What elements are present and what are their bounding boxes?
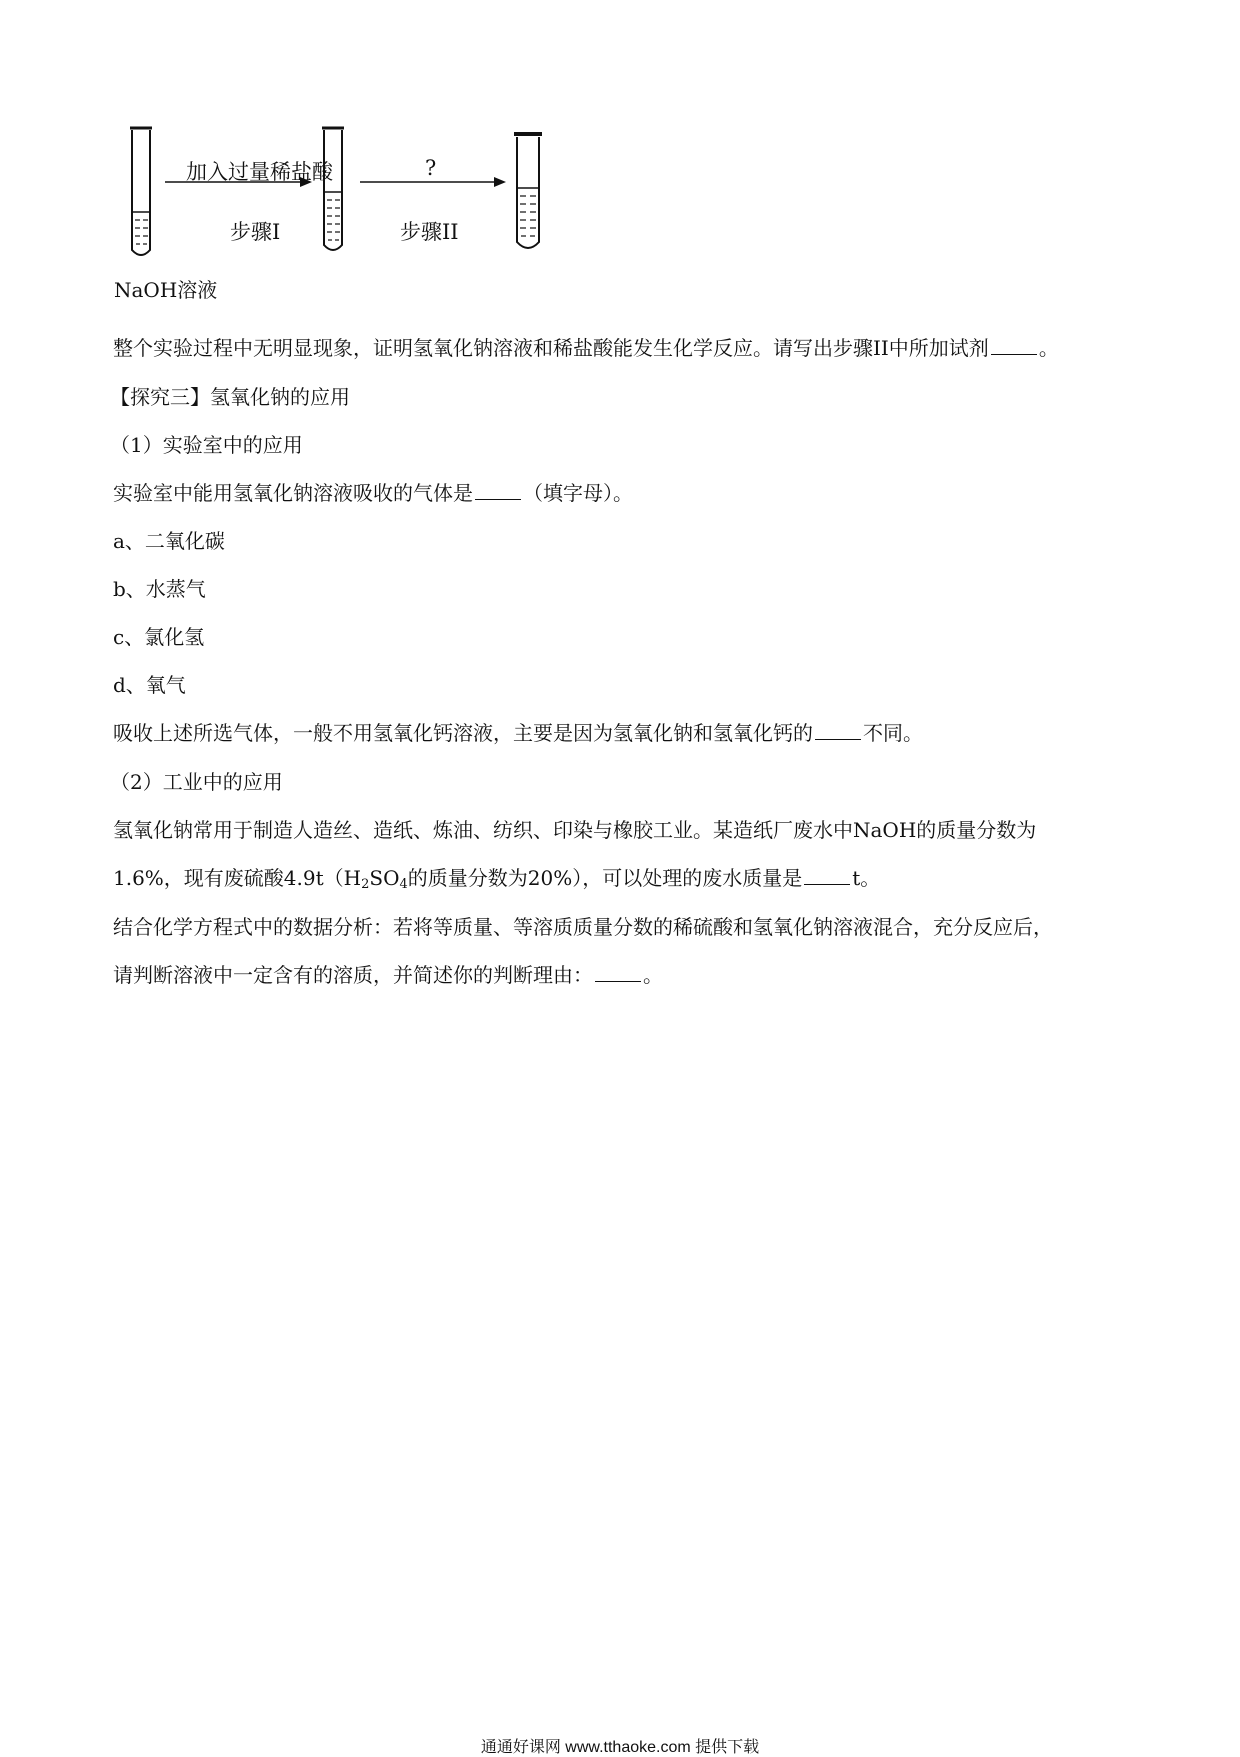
paragraph-9: 结合化学方程式中的数据分析：若将等质量、等溶质质量分数的稀硫酸和氢氧化钠溶液混合，充分反应后， xyxy=(113,915,1053,939)
test-tube-1 xyxy=(130,128,152,255)
option-a: a、二氧化碳 xyxy=(113,529,225,553)
arrow2-top-label: ? xyxy=(425,156,437,180)
paragraph-4-text: 实验室中能用氢氧化钠溶液吸收的气体是 xyxy=(113,481,473,505)
paragraph-1 xyxy=(113,334,1059,362)
paragraph-8-part-a: 1.6%，现有废硫酸4.9t（H xyxy=(113,866,362,890)
paragraph-5 xyxy=(113,719,923,747)
subscript-4: 4 xyxy=(399,877,408,892)
paragraph-10-end: 。 xyxy=(643,963,663,987)
test-tube-2 xyxy=(322,128,344,250)
section-heading-3: 【探究三】氢氧化钠的应用 xyxy=(110,385,350,409)
paragraph-1-end: 。 xyxy=(1038,336,1059,360)
experiment-diagram xyxy=(110,120,630,310)
paragraph-8-part-b: SO xyxy=(369,866,400,890)
option-c: c、氯化氢 xyxy=(113,625,205,649)
option-d: d、氧气 xyxy=(113,673,186,697)
test-tube-3 xyxy=(514,134,542,248)
subsection-heading-1: （1）实验室中的应用 xyxy=(110,433,303,457)
paragraph-10 xyxy=(113,961,663,989)
answer-blank-4[interactable] xyxy=(804,866,850,885)
answer-blank-2[interactable] xyxy=(475,481,521,500)
arrow1-bottom-label: 步骤I xyxy=(230,220,281,244)
paragraph-8-end: t。 xyxy=(852,866,881,890)
answer-blank-5[interactable] xyxy=(595,963,641,982)
paragraph-4-end: （填字母）。 xyxy=(523,481,633,505)
paragraph-8-part-c: 的质量分数为20%），可以处理的废水质量是 xyxy=(407,866,803,890)
option-b: b、水蒸气 xyxy=(113,577,206,601)
subscript-2: 2 xyxy=(361,877,370,892)
answer-blank-1[interactable] xyxy=(991,336,1037,355)
paragraph-8 xyxy=(113,864,880,899)
arrow2-bottom-label: 步骤II xyxy=(400,220,459,244)
paragraph-5-end: 不同。 xyxy=(863,721,923,745)
tube1-label: NaOH溶液 xyxy=(114,278,218,302)
paragraph-4 xyxy=(113,479,633,507)
paragraph-5-text: 吸收上述所选气体，一般不用氢氧化钙溶液，主要是因为氢氧化钠和氢氧化钙的 xyxy=(113,721,813,745)
subsection-heading-2: （2）工业中的应用 xyxy=(110,770,283,794)
arrow1-top-label: 加入过量稀盐酸 xyxy=(186,160,333,184)
answer-blank-3[interactable] xyxy=(815,721,861,740)
paragraph-1-text: 整个实验过程中无明显现象，证明氢氧化钠溶液和稀盐酸能发生化学反应。请写出步骤II中所加试剂 xyxy=(113,336,989,360)
page-footer: 通通好课网 www.tthaoke.com 提供下载 xyxy=(480,1739,760,1756)
paragraph-10-text: 请判断溶液中一定含有的溶质，并简述你的判断理由： xyxy=(113,963,593,987)
paragraph-7: 氢氧化钠常用于制造人造丝、造纸、炼油、纺织、印染与橡胶工业。某造纸厂废水中NaOH的质量分数为 xyxy=(113,818,1037,842)
